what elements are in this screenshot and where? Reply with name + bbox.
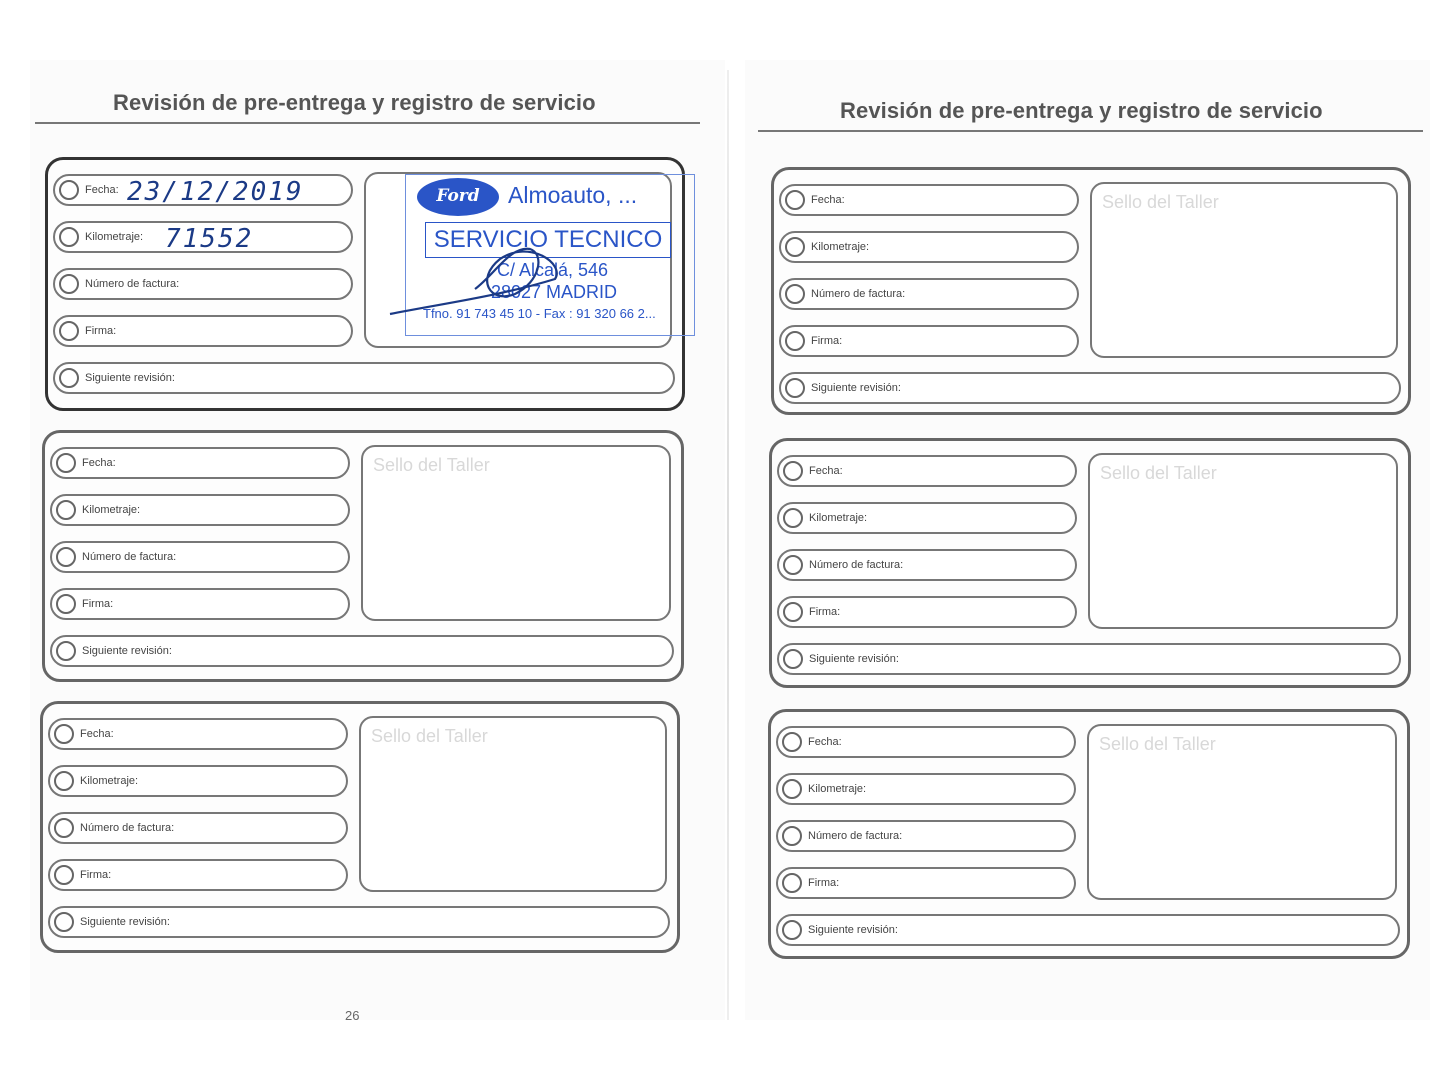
invoice-number-field[interactable] <box>50 541 350 573</box>
service-record-2 <box>42 430 684 682</box>
invoice-number-label: Número de factura: <box>811 288 906 300</box>
next-service-field[interactable] <box>776 914 1400 946</box>
radio-circle-icon <box>56 594 76 614</box>
signature-field[interactable] <box>53 315 353 347</box>
radio-circle-icon <box>783 555 803 575</box>
mileage-label: Kilometraje: <box>80 775 139 787</box>
signature-label: Firma: <box>809 606 841 618</box>
date-label: Fecha: <box>811 194 845 206</box>
radio-circle-icon <box>785 331 805 351</box>
radio-circle-icon <box>783 602 803 622</box>
radio-circle-icon <box>785 190 805 210</box>
next-service-field[interactable] <box>48 906 670 938</box>
date-label: Fecha: <box>809 465 843 477</box>
next-service-field[interactable] <box>779 372 1401 404</box>
invoice-number-field[interactable] <box>777 549 1077 581</box>
signature-field[interactable] <box>776 867 1076 899</box>
signature-label: Firma: <box>82 598 114 610</box>
date-field[interactable] <box>53 174 353 206</box>
signature-field[interactable] <box>777 596 1077 628</box>
next-service-label: Siguiente revisión: <box>811 382 901 394</box>
signature-label: Firma: <box>808 877 840 889</box>
invoice-number-label: Número de factura: <box>82 551 177 563</box>
radio-circle-icon <box>782 920 802 940</box>
workshop-stamp <box>405 164 695 334</box>
stamp-service: SERVICIO TECNICO <box>425 222 671 258</box>
signature-field[interactable] <box>48 859 348 891</box>
right-heading-rule <box>758 130 1423 132</box>
next-service-label: Siguiente revisión: <box>808 924 898 936</box>
mileage-field[interactable] <box>53 221 353 253</box>
invoice-number-label: Número de factura: <box>80 822 175 834</box>
signature-field[interactable] <box>50 588 350 620</box>
stamp-placeholder: Sello del Taller <box>1100 463 1217 483</box>
next-service-label: Siguiente revisión: <box>82 645 172 657</box>
radio-circle-icon <box>782 826 802 846</box>
radio-circle-icon <box>59 274 79 294</box>
radio-circle-icon <box>785 284 805 304</box>
stamp-placeholder: Sello del Taller <box>1102 192 1219 212</box>
date-field[interactable] <box>50 447 350 479</box>
stamp-company: Almoauto, ... <box>508 182 638 208</box>
radio-circle-icon <box>54 912 74 932</box>
handwritten-mileage: 71552 <box>165 224 254 254</box>
radio-circle-icon <box>782 873 802 893</box>
invoice-number-label: Número de factura: <box>85 278 180 290</box>
radio-circle-icon <box>785 378 805 398</box>
mileage-field[interactable] <box>779 231 1079 263</box>
stamp-placeholder: Sello del Taller <box>371 726 488 746</box>
signature-label: Firma: <box>80 869 112 881</box>
date-field[interactable] <box>776 726 1076 758</box>
date-field[interactable] <box>48 718 348 750</box>
radio-circle-icon <box>785 237 805 257</box>
mileage-field[interactable] <box>777 502 1077 534</box>
mileage-label: Kilometraje: <box>82 504 141 516</box>
radio-circle-icon <box>54 865 74 885</box>
radio-circle-icon <box>56 547 76 567</box>
mileage-field[interactable] <box>48 765 348 797</box>
invoice-number-label: Número de factura: <box>809 559 904 571</box>
right-page-heading: Revisión de pre-entrega y registro de servicio <box>840 98 1323 123</box>
radio-circle-icon <box>59 227 79 247</box>
radio-circle-icon <box>56 453 76 473</box>
next-service-field[interactable] <box>53 362 675 394</box>
radio-circle-icon <box>59 368 79 388</box>
date-label: Fecha: <box>80 728 114 740</box>
radio-circle-icon <box>783 508 803 528</box>
mileage-field[interactable] <box>776 773 1076 805</box>
radio-circle-icon <box>56 500 76 520</box>
invoice-number-field[interactable] <box>48 812 348 844</box>
radio-circle-icon <box>56 641 76 661</box>
signature-scribble <box>380 234 580 324</box>
date-field[interactable] <box>777 455 1077 487</box>
radio-circle-icon <box>54 771 74 791</box>
stamp-phone: Tfno. 91 743 45 10 - Fax : 91 320 66 2... <box>423 306 656 321</box>
next-service-field[interactable] <box>50 635 674 667</box>
next-service-label: Siguiente revisión: <box>85 372 175 384</box>
workshop-stamp-box[interactable] <box>361 445 671 621</box>
next-service-field[interactable] <box>777 643 1401 675</box>
radio-circle-icon <box>782 732 802 752</box>
radio-circle-icon <box>59 321 79 341</box>
date-label: Fecha: <box>85 184 119 196</box>
left-page-heading: Revisión de pre-entrega y registro de servicio <box>113 90 596 115</box>
stamp-address-street: C/ Alcalá, 546 <box>497 260 609 280</box>
page-number: 26 <box>345 1008 360 1023</box>
radio-circle-icon <box>783 649 803 669</box>
next-service-label: Siguiente revisión: <box>809 653 899 665</box>
workshop-stamp-box[interactable] <box>1090 182 1398 358</box>
radio-circle-icon <box>54 818 74 838</box>
invoice-number-field[interactable] <box>776 820 1076 852</box>
stamp-placeholder: Sello del Taller <box>373 455 490 475</box>
workshop-stamp-box[interactable] <box>359 716 667 892</box>
radio-circle-icon <box>782 779 802 799</box>
mileage-label: Kilometraje: <box>808 783 867 795</box>
stamp-address-city: 28027 MADRID <box>491 282 618 302</box>
service-record-5 <box>769 438 1411 688</box>
mileage-field[interactable] <box>50 494 350 526</box>
workshop-stamp-box[interactable] <box>1088 453 1398 629</box>
invoice-number-label: Número de factura: <box>808 830 903 842</box>
radio-circle-icon <box>54 724 74 744</box>
workshop-stamp-box[interactable] <box>1087 724 1397 900</box>
date-field[interactable] <box>779 184 1079 216</box>
service-record-4 <box>771 167 1411 415</box>
stamp-placeholder: Sello del Taller <box>1099 734 1216 754</box>
mileage-label: Kilometraje: <box>811 241 870 253</box>
signature-label: Firma: <box>811 335 843 347</box>
radio-circle-icon <box>783 461 803 481</box>
date-label: Fecha: <box>82 457 116 469</box>
left-heading-rule <box>35 122 700 124</box>
next-service-label: Siguiente revisión: <box>80 916 170 928</box>
invoice-number-field[interactable] <box>53 268 353 300</box>
mileage-label: Kilometraje: <box>809 512 868 524</box>
signature-field[interactable] <box>779 325 1079 357</box>
signature-label: Firma: <box>85 325 117 337</box>
radio-circle-icon <box>59 180 79 200</box>
invoice-number-field[interactable] <box>779 278 1079 310</box>
service-record-6 <box>768 709 1410 959</box>
service-record-3 <box>40 701 680 953</box>
handwritten-date: 23/12/2019 <box>127 177 304 207</box>
date-label: Fecha: <box>808 736 842 748</box>
mileage-label: Kilometraje: <box>85 231 144 243</box>
ford-logo: Ford <box>417 178 499 216</box>
book-spine <box>727 70 729 1020</box>
